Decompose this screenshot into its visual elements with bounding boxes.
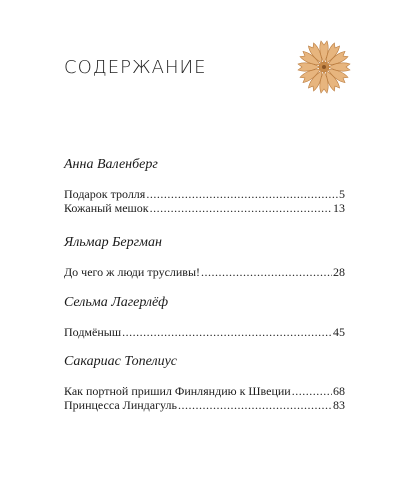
entry-page: 28 xyxy=(333,265,345,279)
entry-title: Как портной пришил Финляндию к Швеции xyxy=(64,384,291,398)
dot-leader xyxy=(178,398,332,412)
dot-leader xyxy=(292,384,332,398)
dot-leader xyxy=(150,201,332,215)
dot-leader xyxy=(122,325,332,339)
entry-title: До чего ж люди трусливы! xyxy=(64,265,201,279)
toc-entry[interactable] xyxy=(64,201,345,215)
entry-title: Принцесса Линдагуль xyxy=(64,398,177,412)
author-name: Яльмар Бергман xyxy=(64,235,162,250)
entry-title: Подмёныш xyxy=(64,325,122,339)
toc-section xyxy=(64,157,345,215)
entry-page: 83 xyxy=(333,398,345,412)
entry-page: 13 xyxy=(333,201,345,215)
toc-entry[interactable] xyxy=(64,384,345,398)
entry-page: 45 xyxy=(333,325,345,339)
author-name: Анна Валенберг xyxy=(64,157,158,172)
author-name: Сельма Лагерлёф xyxy=(64,295,169,310)
dot-leader xyxy=(146,187,338,201)
entry-title: Кожаный мешок xyxy=(64,201,149,215)
toc-entry[interactable] xyxy=(64,187,345,201)
entry-page: 68 xyxy=(333,384,345,398)
toc-entry[interactable] xyxy=(64,325,345,339)
cornflower-ornament-icon xyxy=(293,36,355,98)
toc-entry[interactable] xyxy=(64,265,345,279)
entry-title: Подарок тролля xyxy=(64,187,146,201)
toc-entry[interactable] xyxy=(64,398,345,412)
toc-section xyxy=(64,354,345,412)
toc-section xyxy=(64,295,345,339)
entry-page: 5 xyxy=(339,187,345,201)
author-name: Сакариас Топелиус xyxy=(64,354,178,369)
dot-leader xyxy=(201,265,332,279)
page-title: СОДЕРЖАНИЕ xyxy=(64,57,207,78)
toc-section xyxy=(64,235,345,279)
